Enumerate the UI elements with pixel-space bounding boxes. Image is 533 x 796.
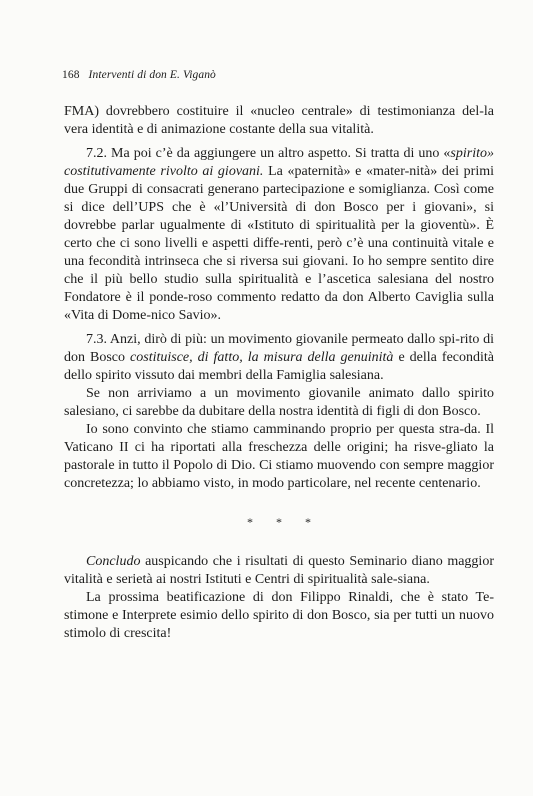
section-separator: * * * bbox=[247, 515, 321, 529]
text-run: auspicando che i risultati di questo Seminario diano maggior vitalità e serietà ai nostri Istituti e Centri di spiritualità sale-siana. bbox=[64, 554, 494, 587]
paragraph bbox=[64, 589, 494, 643]
text-run: Io sono convinto che stiamo camminando proprio per questa stra-da. Il Vaticano II ci ha riportati alla freschezza delle origini; ha risve-gliato la pastorale in tutto il Popolo di Dio. Ci stiamo muovendo con sempre maggior concretezza; lo abbiamo visto, in modo particolare, nel recente centenario. bbox=[64, 422, 494, 491]
text-run: FMA) dovrebbero costituire il «nucleo centrale» di testimonianza del-la vera identità e di animazione costante della sua vitalità. bbox=[64, 104, 494, 137]
paragraph-7-2 bbox=[64, 145, 494, 325]
running-title: Interventi di don E. Viganò bbox=[88, 69, 216, 81]
text-run: La «paternità» e «mater-nità» dei primi due Gruppi di consacrati generano partecipazione e somiglianza. Così come si dice dell’UPS che è «l’Università di don Bosco per i giovani», si dovrebbe parlar ugualmente di «Istituto di spiritualità per la gioventù». È certo che ci sono livelli e aspetti diffe-renti, però c’è una continuità vitale e una fecondità intrinseca che si riversa sui giovani. Io ho sempre sentito dire che il più bello studio sulla spiritualità e l’ascetica salesiana del nostro Fondatore è il ponde-roso commento redatto da don Alberto Caviglia sulla «Vita di Dome-nico Savio». bbox=[64, 164, 494, 323]
paragraph bbox=[64, 385, 494, 421]
text-run: La prossima beatificazione di don Filippo Rinaldi, che è stato Te-stimone e Interprete esimio dello spirito di don Bosco, sia per tutti un nuovo stimolo di crescita! bbox=[64, 590, 494, 641]
text-run: e della fecondità dello spirito vissuto dai membri della Famiglia salesiana. bbox=[64, 350, 494, 383]
page-number: 168 bbox=[62, 69, 80, 81]
body-text bbox=[64, 103, 494, 643]
paragraph-7-3 bbox=[64, 331, 494, 385]
paragraph bbox=[64, 103, 494, 139]
italic-text: costituisce, di fatto, la misura della genuinità bbox=[130, 350, 394, 365]
text-run: 7.2. Ma poi c’è da aggiungere un altro aspetto. Si tratta di uno « bbox=[86, 146, 451, 161]
italic-text: Concludo bbox=[86, 554, 141, 569]
text-run: 7.3. Anzi, dirò di più: un movimento giovanile permeato dallo spi-rito di don Bosco bbox=[64, 332, 494, 365]
paragraph-conclusion bbox=[64, 553, 494, 589]
paragraph bbox=[64, 421, 494, 493]
running-header bbox=[62, 69, 216, 81]
text-run: Se non arriviamo a un movimento giovanile animato dallo spirito salesiano, ci sarebbe da dubitare della nostra identità di figli di don Bosco. bbox=[64, 386, 494, 419]
italic-text: spirito» costitutivamente rivolto ai giovani. bbox=[64, 146, 494, 179]
